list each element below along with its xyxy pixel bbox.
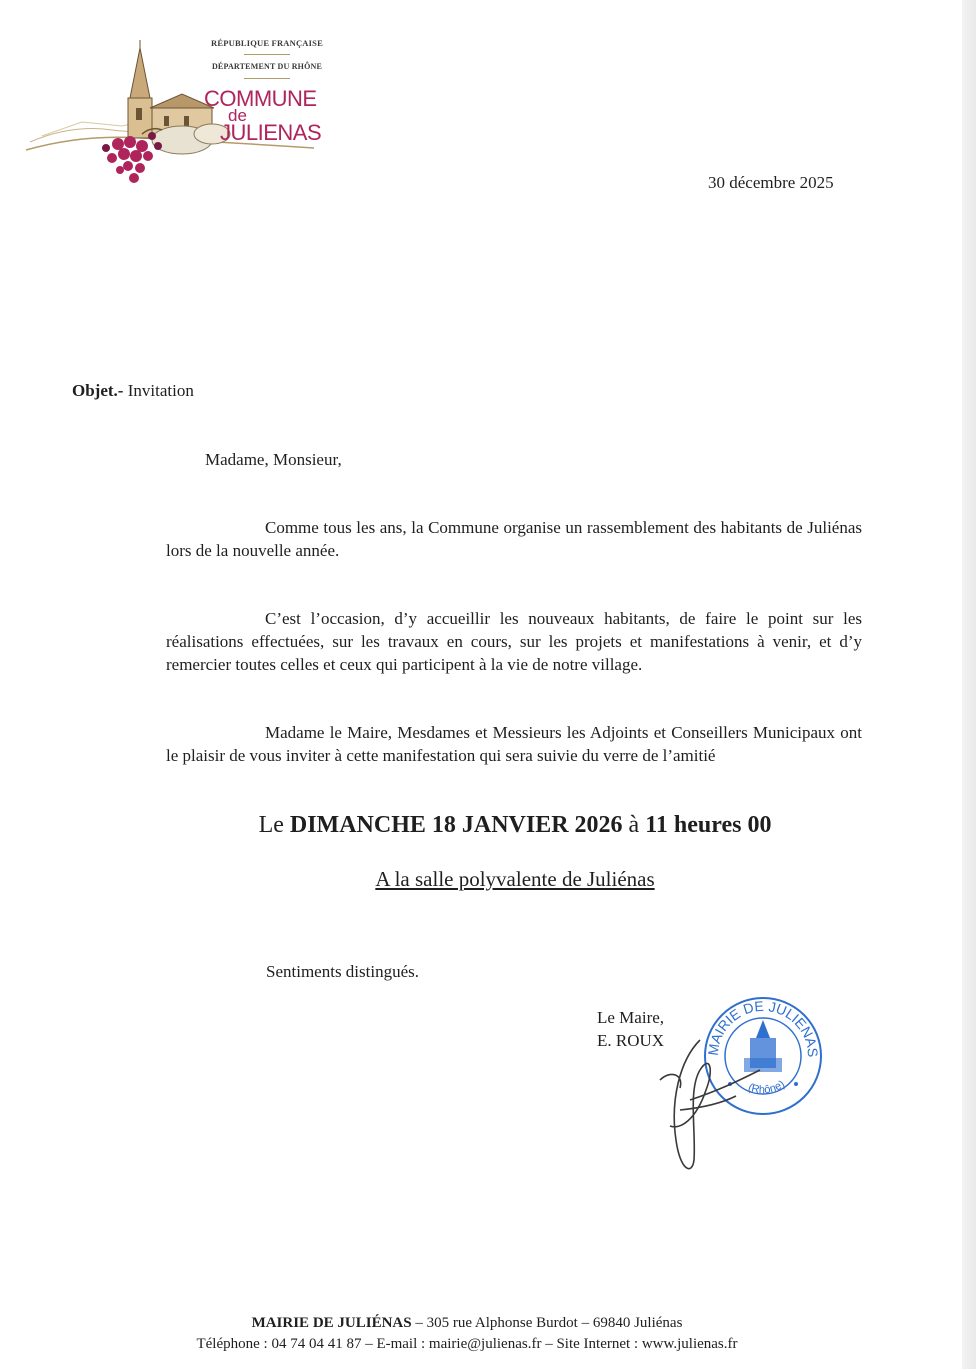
village-illustration bbox=[22, 38, 322, 188]
subject-value: Invitation bbox=[127, 381, 194, 400]
footer-contact: Téléphone : 04 74 04 41 87 – E-mail : mairie@julienas.fr – Site Internet : www.julienas.fr bbox=[196, 1336, 738, 1352]
footer-address: – 305 rue Alphonse Burdot – 69840 Juliénas bbox=[411, 1315, 683, 1331]
seal-top-text: MAIRIE DE JULIENAS bbox=[704, 997, 822, 1058]
letterhead-de: de bbox=[228, 106, 247, 125]
signatory-name: E. ROUX bbox=[597, 1031, 665, 1050]
letter-date: 30 décembre 2025 bbox=[708, 173, 834, 192]
event-time: 11 heures 00 bbox=[645, 812, 772, 838]
body-paragraph: C’est l’occasion, d’y accueillir les nouveaux habitants, de faire le point sur les réalisations effectuées, sur les travaux en cours, sur les projets et manifestations à venir, et d’y remercier toutes celles et ceux qui participent à la vie de notre village. bbox=[166, 609, 862, 674]
letterhead bbox=[22, 38, 322, 188]
letterhead-town: JULIENAS bbox=[220, 120, 322, 145]
event-date: DIMANCHE 18 JANVIER 2026 bbox=[289, 812, 623, 838]
signatory-title: Le Maire, bbox=[597, 1008, 665, 1027]
salutation: Madame, Monsieur, bbox=[205, 450, 342, 469]
letterhead-republic: RÉPUBLIQUE FRANÇAISE bbox=[211, 38, 323, 48]
subject-label: Objet.- bbox=[72, 381, 124, 400]
footer-address-line bbox=[0, 1315, 934, 1332]
letterhead-rule bbox=[244, 54, 290, 55]
body-paragraph: Comme tous les ans, la Commune organise un rassemblement des habitants de Juliénas lors de la nouvelle année. bbox=[166, 518, 862, 560]
seal-bottom-text: (Rhône) bbox=[746, 1078, 788, 1097]
event-connector: à bbox=[628, 812, 640, 838]
letterhead-commune: COMMUNE bbox=[204, 86, 317, 111]
scan-edge bbox=[962, 0, 976, 1369]
handwritten-signature bbox=[640, 1030, 770, 1180]
subject-line bbox=[72, 381, 194, 401]
letterhead-rule bbox=[244, 78, 290, 79]
event-datetime bbox=[0, 812, 976, 839]
letterhead-department: DÉPARTEMENT DU RHÔNE bbox=[211, 62, 323, 71]
body-paragraph: Madame le Maire, Mesdames et Messieurs les Adjoints et Conseillers Municipaux ont le plaisir de vous inviter à cette manifestation qui sera suivie du verre de l’amitié bbox=[166, 723, 862, 765]
event-prefix: Le bbox=[258, 812, 284, 838]
closing: Sentiments distingués. bbox=[266, 962, 419, 981]
footer-org: MAIRIE DE JULIÉNAS bbox=[251, 1315, 412, 1331]
event-venue: A la salle polyvalente de Juliénas bbox=[375, 867, 655, 891]
